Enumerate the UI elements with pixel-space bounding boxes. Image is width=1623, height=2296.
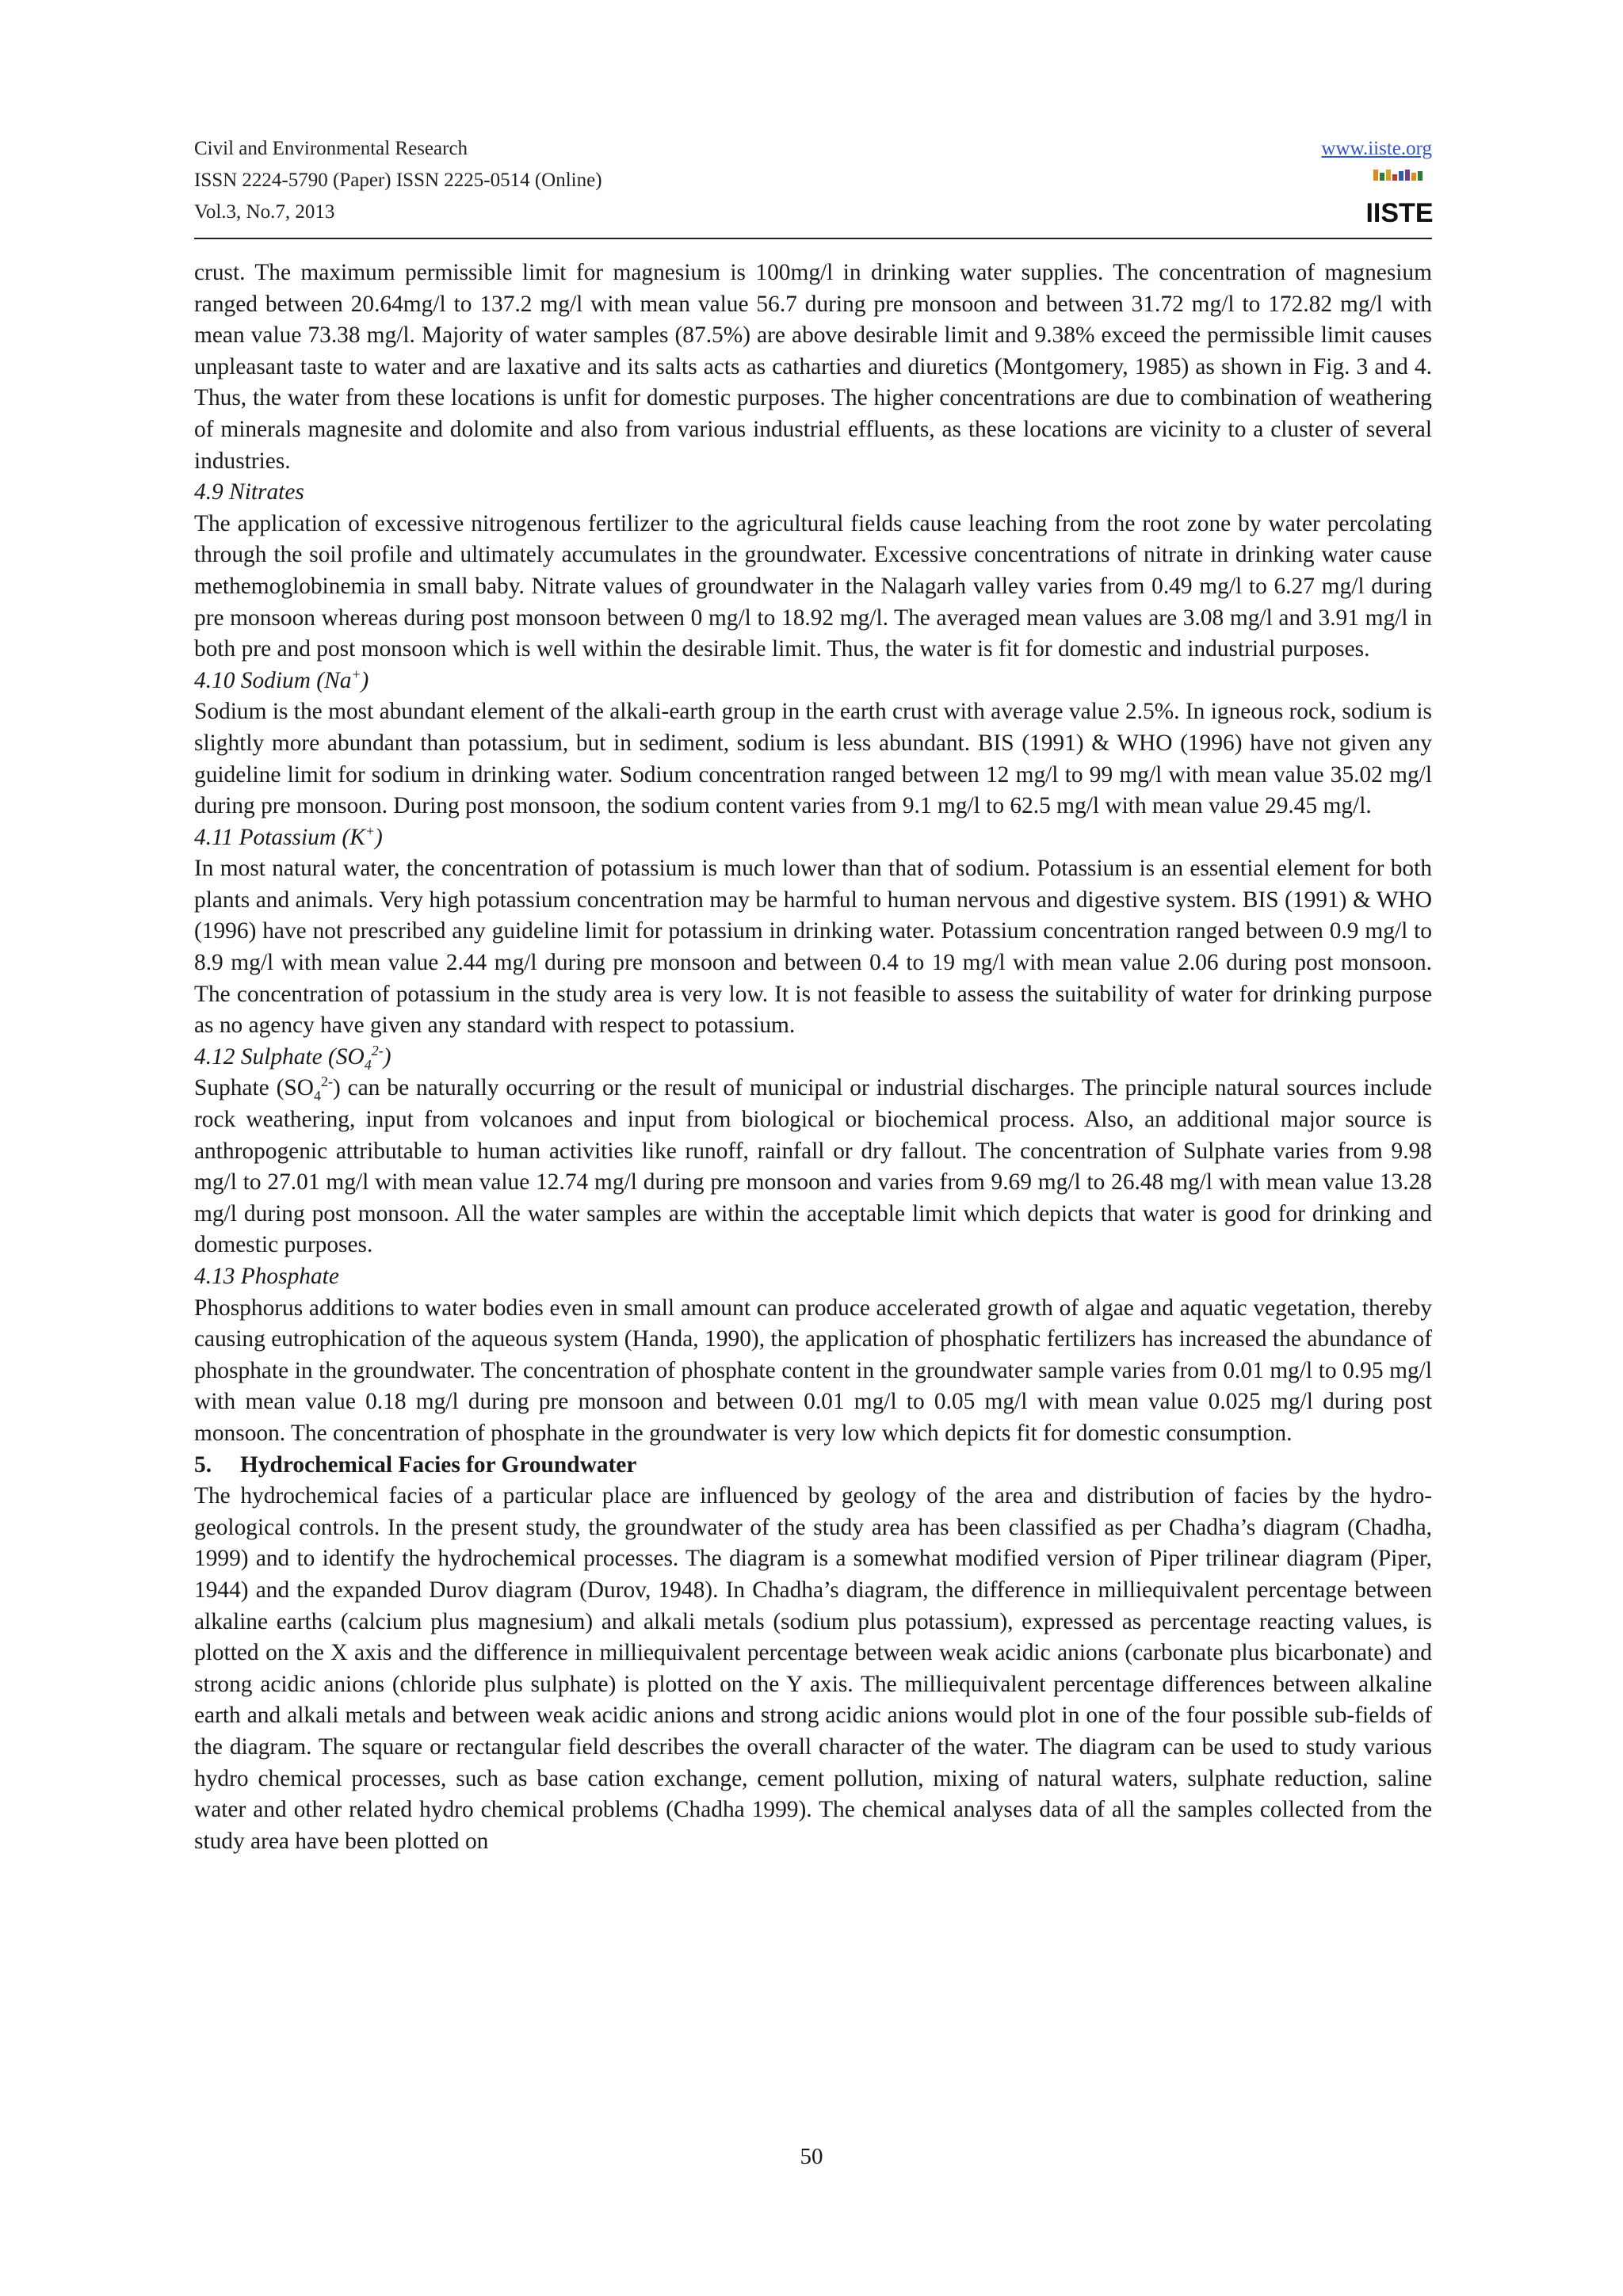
section-5-heading bbox=[194, 1450, 1432, 1482]
page-header bbox=[194, 133, 1432, 239]
header-right bbox=[1321, 133, 1432, 165]
journal-issn: ISSN 2224-5790 (Paper) ISSN 2225-0514 (Online) bbox=[194, 170, 602, 191]
heading-nitrates: 4.9 Nitrates bbox=[194, 479, 304, 505]
page-number: 50 bbox=[800, 2144, 823, 2169]
logo-text: IISTE bbox=[1365, 198, 1434, 228]
journal-name: Civil and Environmental Research bbox=[194, 138, 468, 159]
heading-phosphate: 4.13 Phosphate bbox=[194, 1264, 339, 1289]
heading-potassium: 4.11 Potassium (K+) bbox=[194, 822, 383, 850]
journal-info bbox=[194, 133, 602, 228]
section-title: Hydrochemical Facies for Groundwater bbox=[240, 1451, 637, 1478]
website-link[interactable]: www.iiste.org bbox=[1321, 138, 1432, 159]
journal-volume: Vol.3, No.7, 2013 bbox=[194, 201, 335, 223]
paragraph-sodium: Sodium is the most abundant element of the alkali-earth group in the earth crust with average value 2.5%. In igneous rock, sodium is slightly more abundant than potassium, but in sediment, sodium is less abundant. BIS (1991) & WHO (1996) have not given any guideline limit for sodium in drinking water. Sodium concentration ranged between 12 mg/l to 99 mg/l with mean value 35.02 mg/l during pre monsoon. During post monsoon, the sodium content varies from 9.1 mg/l to 62.5 mg/l with mean value 29.45 mg/l. bbox=[194, 699, 1432, 819]
heading-sulphate: 4.12 Sulphate $(SO_4^{2-})$ bbox=[194, 1043, 391, 1073]
section-number: 5. bbox=[194, 1451, 212, 1478]
paragraph-sulphate: Suphate $(SO_4^{2-})$ can be naturally occurring or the result of municipal or industrial discharges. The principle natural sources include rock weathering, input from volcanoes and input from biological or biochemical process. Also, an additional major source is anthropogenic attributable to human activities like runoff, rainfall or dry fallout. The concentration of Sulphate varies from 9.98 mg/l to 27.01 mg/l with mean value 12.74 mg/l during pre monsoon and varies from 9.69 mg/l to 26.48 mg/l with mean value 13.28 mg/l during post monsoon. All the water samples are within the acceptable limit which depicts that water is good for drinking and domestic purposes. bbox=[194, 1074, 1432, 1258]
paragraph-nitrates: The application of excessive nitrogenous fertilizer to the agricultural fields cause leaching from the root zone by water percolating through the soil profile and ultimately accumulates in the groundwater. Excessive concentrations of nitrate in drinking water cause methemoglobinemia in small baby. Nitrate values of groundwater in the Nalagarh valley varies from 0.49 mg/l to 6.27 mg/l during pre monsoon whereas during post monsoon between 0 mg/l to 18.92 mg/l. The averaged mean values are 3.08 mg/l and 3.91 mg/l in both pre and post monsoon which is well within the desirable limit. Thus, the water is fit for domestic and industrial purposes. bbox=[194, 510, 1432, 662]
article-body bbox=[194, 257, 1432, 1857]
paragraph-facies: The hydrochemical facies of a particular place are influenced by geology of the area and distribution of facies by the hydro-geological controls. In the present study, the groundwater of the study area has been classified as per Chadha’s diagram (Chadha, 1999) and to identify the hydrochemical processes. The diagram is a somewhat modified version of Piper trilinear diagram (Piper, 1944) and the expanded Durov diagram (Durov, 1948). In Chadha’s diagram, the difference in milliequivalent percentage between alkaline earths (calcium plus magnesium) and alkali metals (sodium plus potassium), expressed as percentage reacting values, is plotted on the X axis and the difference in milliequivalent percentage between weak acidic anions (carbonate plus bicarbonate) and strong acidic anions (chloride plus sulphate) is plotted on the Y axis. The milliequivalent percentage differences between alkaline earth and alkali metals and between weak acidic anions and strong acidic anions would plot in one of the four possible sub-fields of the diagram. The square or rectangular field describes the overall character of the water. The diagram can be used to study various hydro chemical processes, such as base cation exchange, cement pollution, mixing of natural waters, sulphate reduction, saline water and other related hydro chemical problems (Chadha 1999). The chemical analyses data of all the samples collected from the study area have been plotted on bbox=[194, 1483, 1432, 1854]
paragraph-magnesium: crust. The maximum permissible limit for magnesium is 100mg/l in drinking water supplies. The concentration of magnesium ranged between 20.64mg/l to 137.2 mg/l with mean value 56.7 during pre monsoon and between 31.72 mg/l to 172.82 mg/l with mean value 73.38 mg/l. Majority of water samples (87.5%) are above desirable limit and 9.38% exceed the permissible limit causes unpleasant taste to water and are laxative and its salts acts as catharties and diuretics (Montgomery, 1985) as shown in Fig. 3 and 4. Thus, the water from these locations is unfit for domestic purposes. The higher concentrations are due to combination of weathering of minerals magnesite and dolomite and also from various industrial effluents, as these locations are vicinity to a cluster of several industries. bbox=[194, 260, 1432, 474]
iiste-logo-icon bbox=[1365, 170, 1434, 228]
paragraph-phosphate: Phosphorus additions to water bodies even in small amount can produce accelerated growth of algae and aquatic vegetation, thereby causing eutrophication of the aqueous system (Handa, 1990), the application of phosphatic fertilizers has increased the abundance of phosphate in the groundwater. The concentration of phosphate content in the groundwater sample varies from 0.01 mg/l to 0.95 mg/l with mean value 0.18 mg/l during pre monsoon and between 0.01 mg/l to 0.05 mg/l with mean value 0.025 mg/l during post monsoon. The concentration of phosphate in the groundwater is very low which depicts fit for domestic consumption. bbox=[194, 1295, 1432, 1446]
heading-sodium: 4.10 Sodium (Na+) bbox=[194, 666, 369, 693]
paragraph-potassium: In most natural water, the concentration of potassium is much lower than that of sodium. Potassium is an essential element for both plants and animals. Very high potassium concentration may be harmful to human nervous and digestive system. BIS (1991) & WHO (1996) have not prescribed any guideline limit for potassium in drinking water. Potassium concentration ranged between 0.9 mg/l to 8.9 mg/l with mean value 2.44 mg/l during pre monsoon and between 0.4 to 19 mg/l with mean value 2.06 during post monsoon. The concentration of potassium in the study area is very low. It is not feasible to assess the suitability of water for drinking purpose as no agency have given any standard with respect to potassium. bbox=[194, 856, 1432, 1039]
